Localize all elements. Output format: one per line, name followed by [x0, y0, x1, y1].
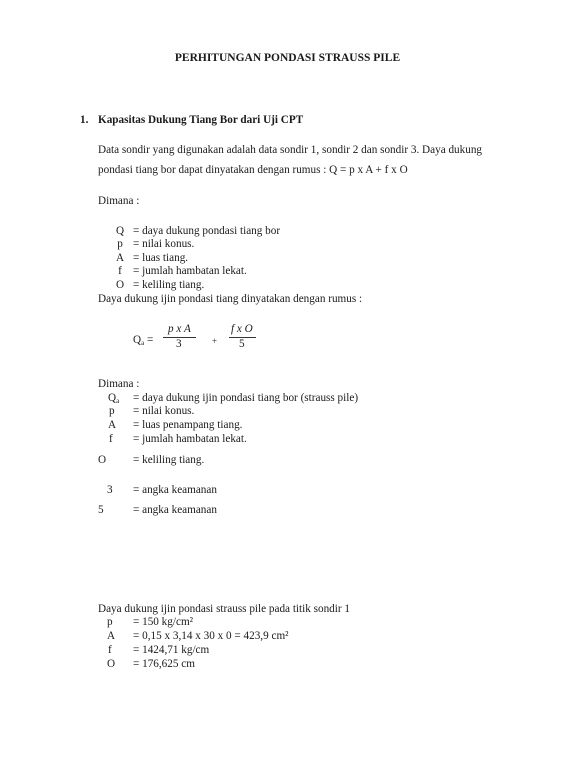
formula-numerator-2: f x O: [231, 323, 253, 335]
section-heading: Kapasitas Dukung Tiang Bor dari Uji CPT: [98, 114, 304, 126]
formula-lhs: $Q_a$ =: [133, 334, 154, 347]
value-desc: = 0,15 x 3,14 x 30 x 0 = 423,9 cm²: [133, 630, 289, 642]
page-title: PERHITUNGAN PONDASI STRAUSS PILE: [174, 52, 401, 64]
def-desc: = keliling tiang.: [133, 454, 205, 466]
def-symbol: p: [117, 238, 123, 250]
def-symbol: 3: [107, 484, 113, 496]
formula-denominator-2: 5: [239, 338, 245, 350]
def-desc: = luas tiang.: [133, 252, 189, 264]
def-symbol: O: [115, 279, 125, 291]
def-symbol: f: [118, 265, 122, 277]
value-symbol: f: [108, 644, 112, 656]
def-desc: = daya dukung pondasi tiang bor: [133, 225, 281, 237]
def-desc: = nilai konus.: [133, 238, 195, 250]
def-symbol: A: [108, 419, 117, 431]
dimana-label: Dimana :: [98, 195, 140, 207]
dimana-label-2: Dimana :: [98, 378, 140, 390]
section-number: 1.: [80, 114, 89, 126]
def-desc: = luas penampang tiang.: [133, 419, 243, 431]
def-symbol: 5: [98, 504, 104, 516]
value-desc: = 1424,71 kg/cm: [133, 644, 210, 656]
def-desc: = jumlah hambatan lekat.: [133, 265, 247, 277]
def-desc: = angka keamanan: [133, 504, 217, 516]
formula-plus: +: [212, 336, 218, 346]
def-symbol: O: [98, 454, 107, 466]
def-symbol: A: [115, 252, 125, 264]
def-symbol: $Q_a$: [108, 392, 120, 405]
sondir1-intro: Daya dukung ijin pondasi strauss pile pada titik sondir 1: [98, 603, 350, 615]
value-symbol: O: [107, 658, 116, 670]
formula-denominator-1: 3: [176, 338, 182, 350]
paragraph-line-1: Data sondir yang digunakan adalah data sondir 1, sondir 2 dan sondir 3. Daya dukung: [98, 144, 483, 156]
def-symbol: f: [109, 433, 113, 445]
def-desc: = keliling tiang.: [133, 279, 205, 291]
value-symbol: A: [107, 630, 116, 642]
value-desc: = 176,625 cm: [133, 658, 195, 670]
value-desc: = 150 kg/cm²: [133, 616, 194, 628]
paragraph-line-2: pondasi tiang bor dapat dinyatakan dengan rumus : Q = p x A + f x O: [98, 164, 408, 176]
def-desc: = angka keamanan: [133, 484, 217, 496]
def-symbol: p: [109, 405, 115, 417]
def-symbol: Q: [115, 225, 125, 237]
formula-numerator-1: p x A: [168, 323, 191, 335]
def-desc: = daya dukung ijin pondasi tiang bor (strauss pile): [133, 392, 359, 404]
def-desc: = jumlah hambatan lekat.: [133, 433, 247, 445]
value-symbol: p: [107, 616, 113, 628]
ijin-intro: Daya dukung ijin pondasi tiang dinyatakan dengan rumus :: [98, 293, 363, 305]
def-desc: = nilai konus.: [133, 405, 195, 417]
